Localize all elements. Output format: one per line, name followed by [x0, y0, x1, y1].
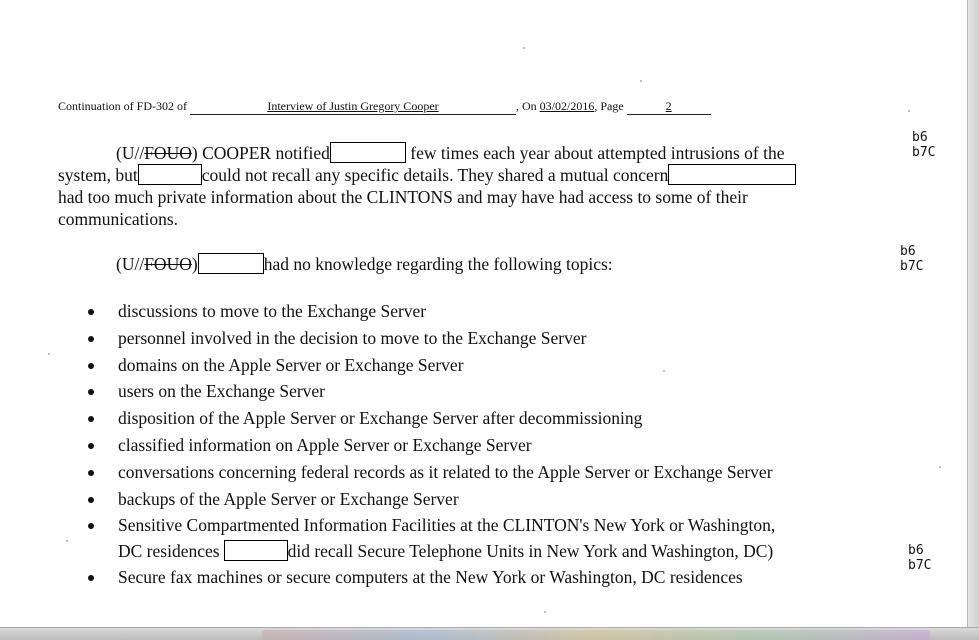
- para1-text-e: had too much private information about the CLINTONS and may have had access to some of their: [58, 187, 748, 207]
- bullet-icon: [88, 336, 94, 342]
- bullet-icon: [88, 389, 94, 395]
- para1-line4: [58, 208, 178, 230]
- scan-speck: [523, 47, 525, 49]
- page-label: , Page: [594, 99, 624, 113]
- para1-text-c: system, but: [58, 165, 138, 185]
- scif-line1: Sensitive Compartmented Information Facilities at the CLINTON's New York or Washington,: [118, 515, 776, 536]
- para1-text-f: communications.: [58, 209, 179, 229]
- para2-text: had no knowledge regarding the following topics:: [263, 254, 613, 274]
- page-number: 2: [665, 99, 672, 113]
- list-item: disposition of the Apple Server or Exchange Server after decommissioning: [88, 405, 775, 432]
- list-item: domains on the Apple Server or Exchange Server: [88, 352, 775, 379]
- exemption-b7c: b7C: [900, 259, 924, 274]
- bullet-icon: [88, 416, 94, 422]
- interview-date: 03/02/2016: [539, 99, 595, 113]
- para1-line1: [116, 142, 784, 164]
- bullet-icon: [88, 575, 94, 581]
- list-item: users on the Exchange Server: [88, 378, 775, 405]
- list-item: backups of the Apple Server or Exchange Server: [88, 486, 775, 513]
- para1-text-d: could not recall any specific details. They shared a mutual concern: [201, 165, 669, 185]
- scan-speck: [66, 540, 68, 542]
- continuation-label: Continuation of FD-302 of: [58, 99, 187, 113]
- exemption-b7c: b7C: [908, 558, 932, 573]
- list-item: Secure fax machines or secure computers at the New York or Washington, DC residences: [88, 564, 775, 591]
- exemption-codes-1: [912, 130, 935, 160]
- scan-speck: [663, 370, 665, 372]
- interview-title-field: [190, 99, 516, 115]
- exemption-codes-2: [900, 244, 923, 274]
- continuation-header: [58, 99, 711, 115]
- bullet-icon: [88, 443, 94, 449]
- para1-marking: (U//FOUO): [116, 143, 198, 163]
- exemption-b6: b6: [912, 130, 928, 145]
- para2-marking: (U//FOUO): [116, 254, 198, 274]
- bullet-icon: [88, 470, 94, 476]
- dock-icons[interactable]: [262, 630, 930, 640]
- para1-line2: [58, 164, 796, 186]
- scan-speck: [640, 80, 642, 82]
- redaction-box: [330, 142, 406, 163]
- exemption-codes-3: [908, 543, 931, 573]
- redaction-box: [668, 164, 796, 185]
- scan-speck: [544, 611, 546, 613]
- on-label: , On: [516, 99, 537, 113]
- list-item: conversations concerning federal records as it related to the Apple Server or Exchange Server: [88, 459, 775, 486]
- exemption-b6: b6: [900, 244, 916, 259]
- list-item: personnel involved in the decision to move to the Exchange Server: [88, 325, 775, 352]
- list-item: classified information on Apple Server or Exchange Server: [88, 432, 775, 459]
- bullet-icon: [88, 363, 94, 369]
- redaction-box: [138, 164, 202, 185]
- list-item-scif: [88, 512, 775, 564]
- para1-line3: [58, 186, 748, 208]
- scan-speck: [908, 110, 910, 112]
- topics-list: [88, 298, 775, 591]
- bullet-icon: [88, 309, 94, 315]
- previous-page-fragment: [58, 0, 208, 3]
- bullet-icon: [88, 497, 94, 503]
- para1-text-a: COOPER notified: [202, 143, 330, 163]
- scan-speck: [48, 353, 50, 355]
- list-item: discussions to move to the Exchange Server: [88, 298, 775, 325]
- exemption-b6: b6: [908, 543, 924, 558]
- scan-speck: [939, 466, 941, 468]
- window-scrollbar[interactable]: [967, 0, 979, 628]
- redaction-box: [198, 253, 264, 274]
- scif-line2: DC residences did recall Secure Telephone Units in New York and Washington, DC): [118, 541, 774, 562]
- para2-line: [116, 253, 613, 275]
- para1-text-b: few times each year about attempted intrusions of the: [410, 143, 785, 163]
- redaction-box: [224, 540, 288, 561]
- bullet-icon: [88, 523, 94, 529]
- exemption-b7c: b7C: [912, 145, 936, 160]
- page-number-field: [627, 99, 711, 115]
- dock-bar: [0, 627, 979, 640]
- interview-title: Interview of Justin Gregory Cooper: [267, 99, 439, 113]
